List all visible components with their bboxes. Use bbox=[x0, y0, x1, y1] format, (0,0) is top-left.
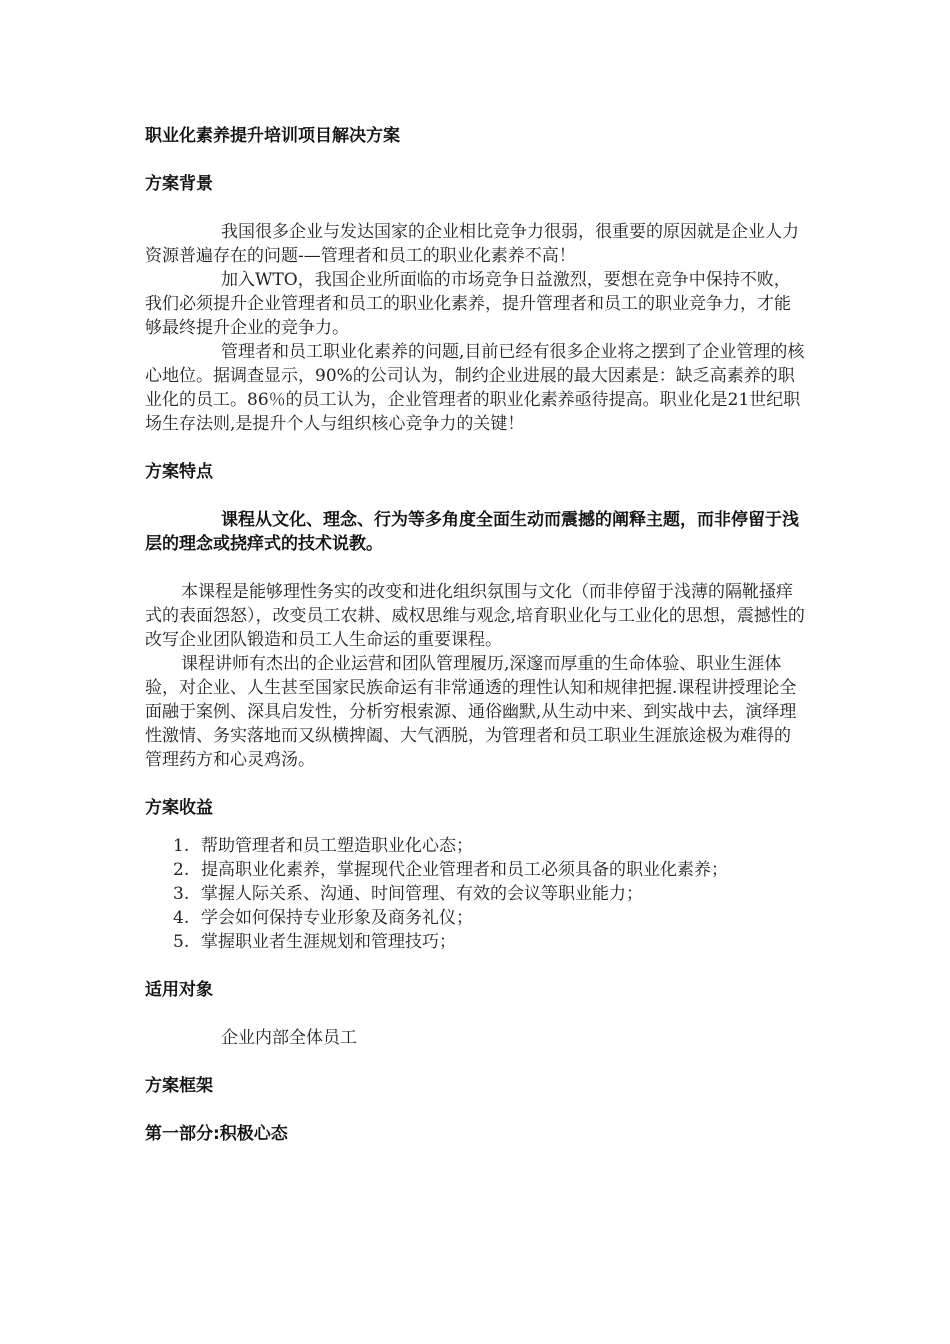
background-paragraph-3: 管理者和员工职业化素养的问题,目前已经有很多企业将之摆到了企业管理的核心地位。据调查显示，90%的公司认为，制约企业进展的最大因素是：缺乏高素养的职业化的员工。86％的员工认为，企业管理者的职业化素养亟待提高。职业化是21世纪职场生存法则,是提升个人与组织核心竞争力的关键！ bbox=[145, 342, 805, 434]
features-paragraph-2: 课程讲师有杰出的企业运营和团队管理履历,深邃而厚重的生命体验、职业生涯体验，对企业、人生甚至国家民族命运有非常通透的理性认知和规律把握.课程讲授理论全面融于案例、深具启发性，分析穷根索源、通俗幽默,从生动中来、到实战中去，演绎理性激情、务实落地而又纵横捭阖、大气洒脱，为管理者和员工职业生涯旅途极为难得的管理药方和心灵鸡汤。 bbox=[145, 654, 797, 770]
features-bold-paragraph: 课程从文化、理念、行为等多角度全面生动而震撼的阐释主题，而非停留于浅层的理念或挠痒式的技术说教。 bbox=[145, 510, 799, 554]
document-page bbox=[145, 124, 807, 1146]
list-item-text: 帮助管理者和员工塑造职业化心态； bbox=[201, 836, 473, 856]
background-paragraph-1: 我国很多企业与发达国家的企业相比竞争力很弱，很重要的原因就是企业人力资源普遍存在的问题-—管理者和员工的职业化素养不高！ bbox=[145, 222, 799, 266]
framework-heading: 方案框架 bbox=[145, 1076, 213, 1096]
background-heading: 方案背景 bbox=[145, 174, 213, 194]
document-title: 职业化素养提升培训项目解决方案 bbox=[145, 126, 400, 146]
background-paragraph-2: 加入WTO，我国企业所面临的市场竞争日益激烈，要想在竞争中保持不败，我们必须提升企业管理者和员工的职业化素养，提升管理者和员工的职业竞争力，才能够最终提升企业的竞争力。 bbox=[145, 270, 791, 338]
list-item bbox=[145, 834, 807, 858]
audience-text: 企业内部全体员工 bbox=[221, 1028, 357, 1048]
features-heading: 方案特点 bbox=[145, 462, 213, 482]
list-item-text: 掌握人际关系、沟通、时间管理、有效的会议等职业能力； bbox=[201, 884, 643, 904]
benefits-heading: 方案收益 bbox=[145, 798, 213, 818]
list-item bbox=[145, 882, 807, 906]
list-item-text: 学会如何保持专业形象及商务礼仪； bbox=[201, 908, 473, 928]
list-item-number: 5. bbox=[173, 932, 190, 952]
list-item-text: 提高职业化素养，掌握现代企业管理者和员工必须具备的职业化素养； bbox=[201, 860, 728, 880]
list-item-text: 掌握职业者生涯规划和管理技巧； bbox=[201, 932, 456, 952]
list-item-number: 3. bbox=[173, 884, 190, 904]
list-item-number: 4. bbox=[173, 908, 190, 928]
list-item bbox=[145, 858, 807, 882]
list-item-number: 2. bbox=[173, 860, 190, 880]
framework-part-one: 第一部分:积极心态 bbox=[145, 1124, 288, 1144]
list-item bbox=[145, 930, 807, 954]
features-paragraph-1: 本课程是能够理性务实的改变和进化组织氛围与文化（而非停留于浅薄的隔靴搔痒式的表面怨怒），改变员工农耕、威权思维与观念,培育职业化与工业化的思想，震撼性的改写企业团队锻造和员工人生命运的重要课程。 bbox=[145, 582, 805, 650]
audience-heading: 适用对象 bbox=[145, 980, 213, 1000]
benefits-list bbox=[145, 834, 807, 954]
list-item-number: 1. bbox=[173, 836, 190, 856]
list-item bbox=[145, 906, 807, 930]
